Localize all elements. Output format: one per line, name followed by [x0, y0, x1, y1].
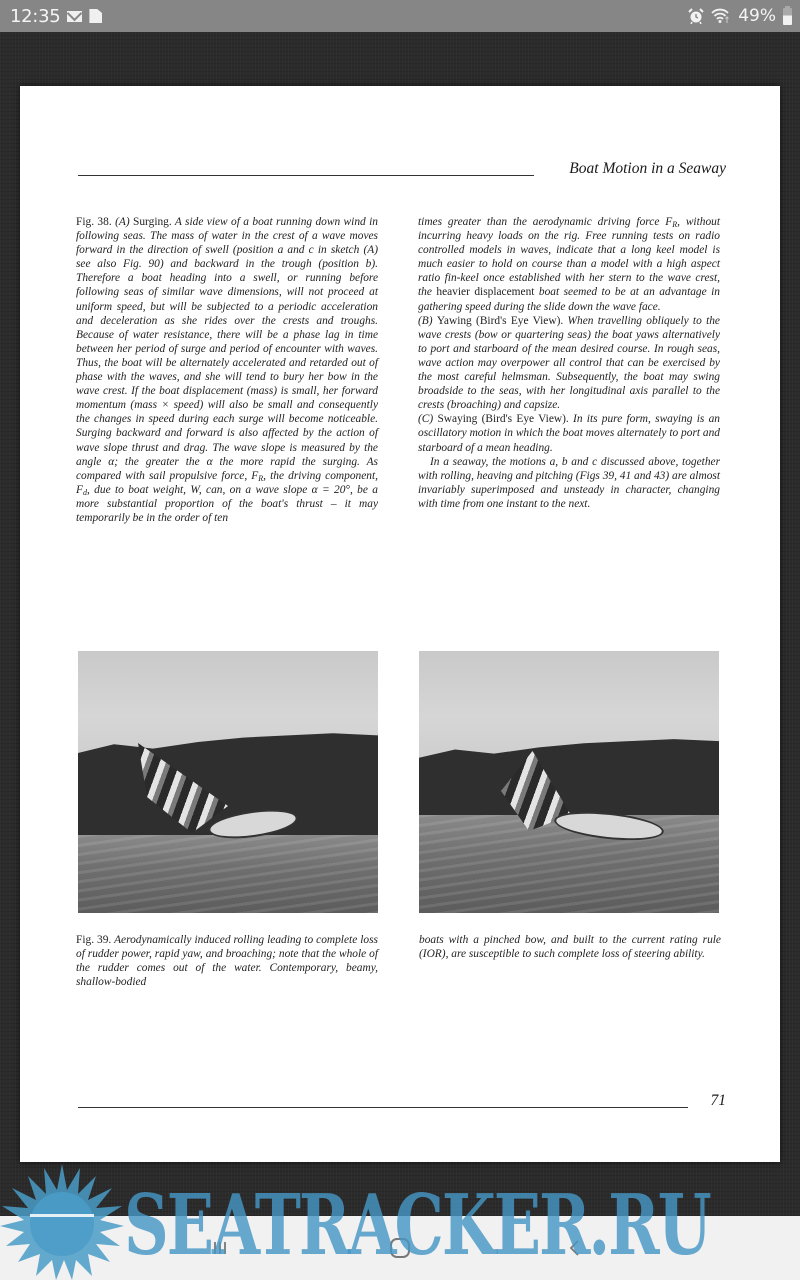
- wifi-icon: [711, 8, 731, 24]
- recents-button[interactable]: [200, 1228, 240, 1268]
- section-c-title: Swaying (Bird's Eye View).: [437, 413, 569, 426]
- right-column: [418, 215, 720, 511]
- page-number: 71: [710, 1092, 726, 1109]
- section-a-title: Surging.: [133, 216, 172, 228]
- running-head-title: Boat Motion in a Seaway: [569, 160, 726, 177]
- continuation-paragraph: times greater than the aerodynamic driving force $F_R$, without incurring heavy loads on the rig. Free running tests on radio controlled models in waves, indicate that a long keel model is much easier to hold on course than a model with a high aspect ratio fin-keel once established with her stern to the wave crest, the heavier displacement boat seemed to be at an advantage in gathering speed during the slide down the wave face.: [418, 216, 721, 313]
- fig-39-label: Fig. 39.: [76, 934, 112, 946]
- home-icon: [388, 1236, 412, 1260]
- back-button[interactable]: [555, 1228, 595, 1268]
- battery-icon: [783, 8, 792, 25]
- section-b-title: Yawing (Bird's Eye View).: [436, 314, 564, 327]
- back-icon: [565, 1238, 585, 1258]
- recents-icon: [210, 1238, 230, 1258]
- document-page[interactable]: [20, 86, 780, 1162]
- status-left: [10, 6, 102, 27]
- home-button[interactable]: [380, 1228, 420, 1268]
- page-footer: [78, 1090, 726, 1114]
- mail-icon: [67, 11, 82, 22]
- fig-38-paragraph: Fig. 38. (A) Surging. A side view of a boat running down wind in following seas. The mass of water in the crest of a wave moves forward in the direction of swell (position a and c in sketch (A) see also Fig. 90) and backward in the trough (position b). Therefore a boat heading into a swell, or running before following seas of similar wave dimensions, will not proceed at uniform speed, but will be subjected to a periodic acceleration and deceleration as she rides over the crests and troughs. Because of water resistance, there will be a phase lag in time between her period of surge and period of encounter with waves. Thus, the boat will be alternately accelerated and retarded out of phase with the waves, and she will tend to bury her bow in the wave crest. If the boat displacement (mass) is small, her forward momentum (mass × speed) will also be small and consequently the changes in speed during each surge will become noticeable. Surging backward and forward is also affected by the action of wave slope thrust and drag. The wave slope is measured by the angle α; the greater the α the more rapid the surging. As compared with sail propulsive force, $F_R$, the driving component, $F_d$, due to boat weight, W, can, on a wave slope α = 20°, be a more substantial proportion of the boat's thrust – it may temporarily be in the order of ten: [76, 216, 378, 524]
- figure-39-caption-right: boats with a pinched bow, and built to the current rating rule (IOR), are susceptible to such complete loss of steering ability.: [419, 934, 721, 961]
- status-right: [688, 6, 792, 26]
- battery-percent: 49%: [738, 6, 776, 26]
- figure-39-photo-left: [78, 651, 378, 913]
- status-bar: [0, 0, 800, 32]
- alarm-icon: [688, 8, 704, 24]
- fig-38-label: Fig. 38.: [76, 216, 112, 228]
- section-b-paragraph: (B) Yawing (Bird's Eye View). When travelling obliquely to the wave crests (bow or quartering seas) the boat yaws alternatively to port and starboard of the mean desired course. In rough seas, wave action may overpower all control that can be exercised by the most careful helmsman. Subsequently, the boat may swing broadside to the seas, with her longitudinal axis parallel to the crests (broaching) and capsize.: [418, 314, 720, 412]
- navigation-bar: [0, 1216, 800, 1280]
- running-head: [78, 158, 726, 182]
- figure-39-caption-left: Fig. 39. Aerodynamically induced rolling leading to complete loss of rudder power, rapid yaw, and broaching; note that the whole of the rudder comes out of the water. Contemporary, beamy, shallow-bodied: [76, 934, 378, 989]
- left-column: [76, 215, 378, 525]
- status-time: 12:35: [10, 5, 61, 27]
- header-rule: [78, 175, 534, 176]
- footer-rule: [78, 1107, 688, 1108]
- file-icon: [89, 9, 102, 23]
- watermark-text: SEATRACKER.RU: [124, 1175, 710, 1275]
- section-c-paragraph: (C) Swaying (Bird's Eye View). In its pure form, swaying is an oscillatory motion in which the boat moves alternately to port and starboard of a mean heading.: [418, 413, 720, 454]
- closing-paragraph: In a seaway, the motions a, b and c discussed above, together with rolling, heaving and pitching (Figs 39, 41 and 43) are almost invariably superimposed and unsteady in character, changing with time from one instant to the next.: [418, 455, 720, 510]
- figure-39-photo-right: [419, 651, 719, 913]
